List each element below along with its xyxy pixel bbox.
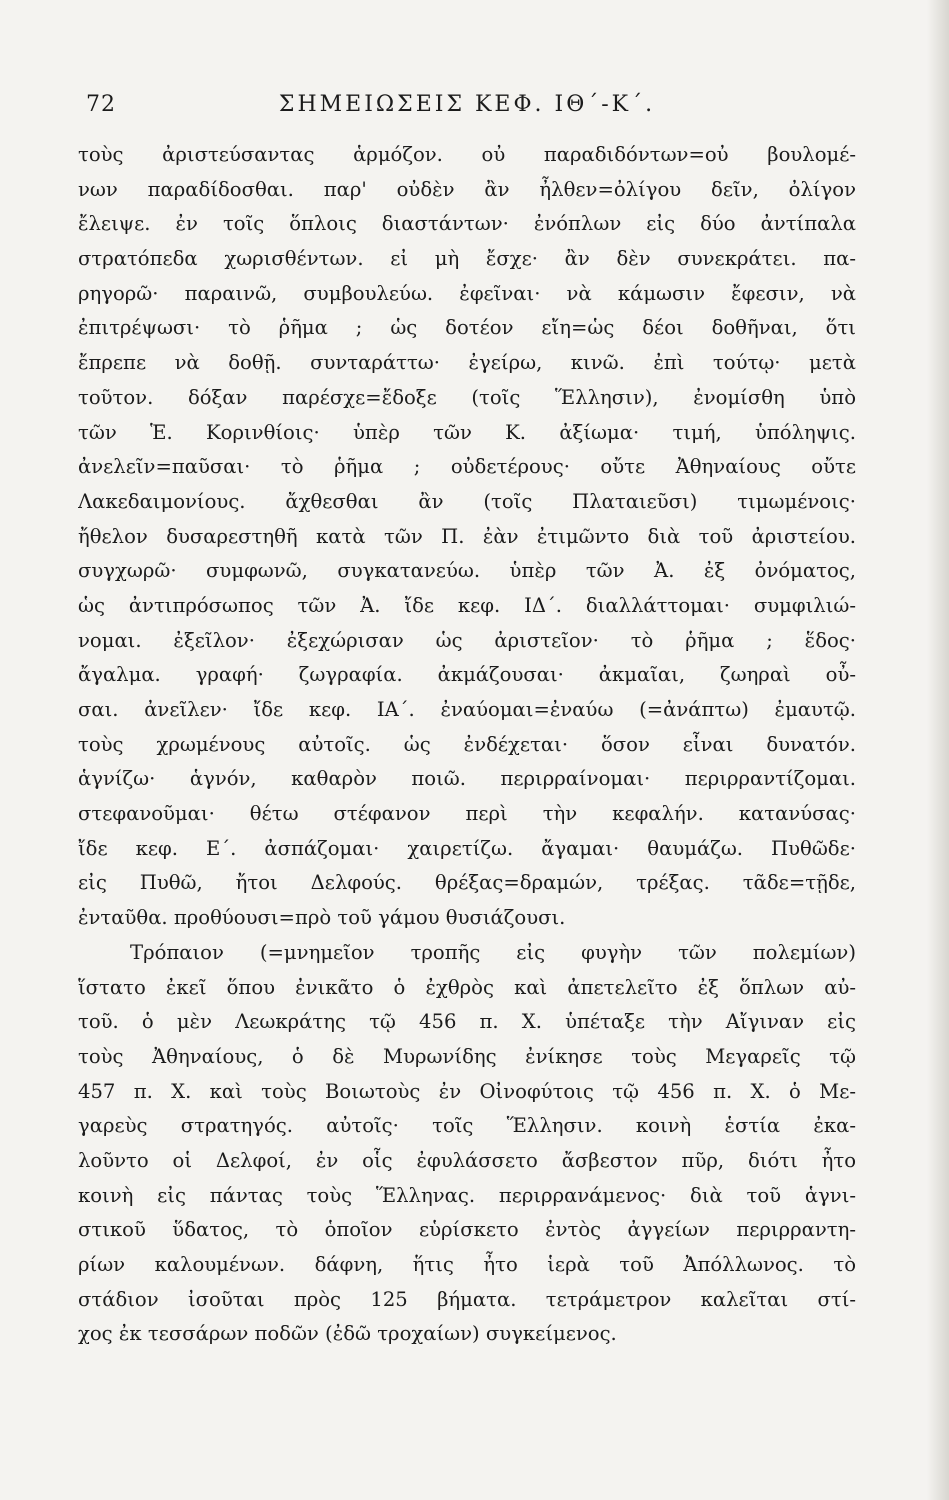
text-line: ἀνελεῖν=παῦσαι· τὸ ῥῆμα ; οὐδετέρους· οὔτε Ἀθηναίους οὔτε: [78, 455, 856, 479]
text-line: ἁγνίζω· ἁγνόν, καθαρὸν ποιῶ. περιρραίνομαι· περιρραντίζομαι.: [78, 767, 856, 791]
page-number: 72: [86, 92, 116, 117]
text-line: λοῦντο οἱ Δελφοί, ἐν οἷς ἐφυλάσσετο ἄσβεστον πῦρ, διότι ἦτο: [78, 1148, 856, 1172]
text-line: νων παραδίδοσθαι. παρ' οὐδὲν ἂν ἦλθεν=ὀλίγου δεῖν, ὀλίγον: [78, 177, 856, 201]
running-head: ΣΗΜΕΙΩΣΕΙΣ ΚΕΦ. ΙΘ΄-Κ΄.: [278, 92, 656, 117]
text-line: τῶν Ἑ. Κορινθίοις· ὑπὲρ τῶν Κ. ἀξίωμα· τιμή, ὑπόληψις.: [78, 420, 856, 444]
text-line: ἔλειψε. ἐν τοῖς ὅπλοις διαστάντων· ἐνόπλων εἰς δύο ἀντίπαλα: [78, 212, 856, 236]
text-line: ἔπρεπε νὰ δοθῇ. συνταράττω· ἐγείρω, κινῶ. ἐπὶ τούτῳ· μετὰ: [78, 351, 856, 375]
text-line: ἐνταῦθα. προθύουσι=πρὸ τοῦ γάμου θυσιάζουσι.: [78, 906, 566, 930]
text-line: τοὺς χρωμένους αὐτοῖς. ὡς ἐνδέχεται· ὅσον εἶναι δυνατόν.: [78, 732, 856, 756]
text-line: σαι. ἀνεῖλεν· ἴδε κεφ. ΙΑ΄. ἐναύομαι=ἐναύω (=ἀνάπτω) ἐμαυτῷ.: [78, 698, 856, 721]
page-header: [78, 86, 856, 132]
text-line: τοὺς Ἀθηναίους, ὁ δὲ Μυρωνίδης ἐνίκησε τοὺς Μεγαρεῖς τῷ: [78, 1044, 856, 1068]
text-line: Τρόπαιον (=μνημεῖον τροπῆς εἰς φυγὴν τῶν πολεμίων): [130, 940, 856, 964]
text-line: τοῦ. ὁ μὲν Λεωκράτης τῷ 456 π. Χ. ὑπέταξε τὴν Αἴγιναν εἰς: [78, 1010, 856, 1034]
text-line: τοῦτον. δόξαν παρέσχε=ἔδοξε (τοῖς Ἕλλησιν), ἐνομίσθη ὑπὸ: [78, 385, 856, 409]
text-line: ἵστατο ἐκεῖ ὅπου ἐνικᾶτο ὁ ἐχθρὸς καὶ ἀπετελεῖτο ἐξ ὅπλων αὐ-: [78, 975, 856, 999]
text-line: ρίων καλουμένων. δάφνη, ἥτις ἦτο ἱερὰ τοῦ Ἀπόλλωνος. τὸ: [78, 1253, 856, 1276]
text-line: ἄγαλμα. γραφή· ζωγραφία. ἀκμάζουσαι· ἀκμαῖαι, ζωηραὶ οὖ-: [78, 663, 856, 687]
text-line: εἰς Πυθῶ, ἤτοι Δελφούς. θρέξας=δραμών, τρέξας. τᾶδε=τῇδε,: [78, 871, 856, 895]
text-line: ὡς ἀντιπρόσωπος τῶν Ἀ. ἴδε κεφ. ΙΔ΄. διαλλάττομαι· συμφιλιώ-: [78, 593, 856, 617]
text-line: στικοῦ ὕδατος, τὸ ὁποῖον εὑρίσκετο ἐντὸς ἀγγείων περιρραντη-: [78, 1218, 856, 1242]
notes-text: [78, 138, 856, 1352]
text-line: ἴδε κεφ. Ε΄. ἀσπάζομαι· χαιρετίζω. ἄγαμαι· θαυμάζω. Πυθῶδε·: [78, 836, 856, 860]
text-line: ἐπιτρέψωσι· τὸ ῥῆμα ; ὡς δοτέον εἴη=ὡς δέοι δοθῆναι, ὅτι: [78, 316, 856, 340]
text-line: χος ἐκ τεσσάρων ποδῶν (ἐδῶ τροχαίων) συγκείμενος.: [78, 1322, 617, 1346]
text-line: ρηγορῶ· παραινῶ, συμβουλεύω. ἐφεῖναι· νὰ κάμωσιν ἔφεσιν, νὰ: [78, 281, 856, 305]
text-line: νομαι. ἐξεῖλον· ἐξεχώρισαν ὡς ἀριστεῖον· τὸ ῥῆμα ; ἕδος·: [78, 628, 856, 652]
text-line: τοὺς ἀριστεύσαντας ἁρμόζον. οὐ παραδιδόντων=οὐ βουλομέ-: [78, 143, 856, 166]
text-line: 457 π. Χ. καὶ τοὺς Βοιωτοὺς ἐν Οἰνοφύτοις τῷ 456 π. Χ. ὁ Με-: [78, 1079, 856, 1103]
text-line: Λακεδαιμονίους. ἄχθεσθαι ἂν (τοῖς Πλαταιεῦσι) τιμωμένοις·: [78, 489, 856, 513]
text-line: στρατόπεδα χωρισθέντων. εἰ μὴ ἔσχε· ἂν δὲν συνεκράτει. πα-: [78, 247, 856, 271]
book-page: [78, 86, 856, 1352]
text-line: στεφανοῦμαι· θέτω στέφανον περὶ τὴν κεφαλήν. κατανύσας·: [78, 802, 856, 826]
page-edge-shadow: [927, 0, 949, 1500]
text-line: κοινὴ εἰς πάντας τοὺς Ἕλληνας. περιρρανάμενος· διὰ τοῦ ἁγνι-: [78, 1183, 856, 1207]
text-line: ἤθελον δυσαρεστηθῆ κατὰ τῶν Π. ἐὰν ἐτιμῶντο διὰ τοῦ ἀριστείου.: [78, 524, 856, 548]
text-line: στάδιον ἰσοῦται πρὸς 125 βήματα. τετράμετρον καλεῖται στί-: [78, 1287, 856, 1311]
text-line: συγχωρῶ· συμφωνῶ, συγκατανεύω. ὑπὲρ τῶν Ἀ. ἐξ ὀνόματος,: [78, 559, 856, 583]
text-line: γαρεὺς στρατηγός. αὐτοῖς· τοῖς Ἕλλησιν. κοινὴ ἑστία ἐκα-: [78, 1114, 856, 1138]
